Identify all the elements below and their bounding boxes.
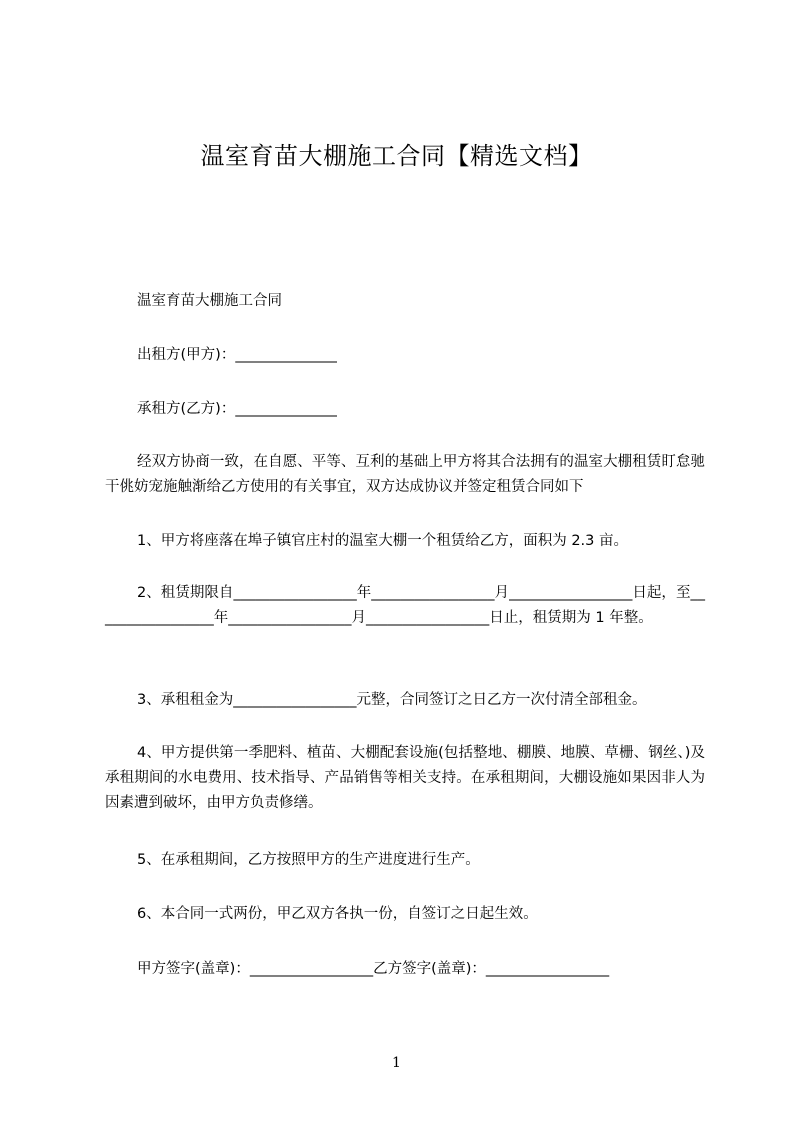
clause-3: 3、承租租金为_________________元整，合同签订之日乙方一次付清全部租金。 xyxy=(137,692,647,708)
party-a-line: 出租方(甲方)：______________ xyxy=(137,347,337,363)
clause-4: 4、甲方提供第一季肥料、植苗、大棚配套设施(包括整地、棚膜、地膜、草栅、钢丝、)及承租期间的水电费用、技术指导、产品销售等相关支持。在承租期间，大棚设施如果因非人为因素遭到破坏，由甲方负责修缮。 xyxy=(105,745,705,811)
party-b-line: 承租方(乙方)：______________ xyxy=(137,401,337,417)
clause-6: 6、本合同一式两份，甲乙双方各执一份，自签订之日起生效。 xyxy=(137,906,538,922)
signature-line: 甲方签字(盖章)：_________________乙方签字(盖章)：_________________ xyxy=(137,961,610,977)
clause-2: 2、租赁期限自_________________年_________________月_________________日起，至_________________年_________________月_________________日止，租赁期为 1 年整。 xyxy=(105,585,705,626)
document-title: 温室育苗大棚施工合同【精选文档】 xyxy=(200,142,593,170)
clause-5: 5、在承租期间，乙方按照甲方的生产进度进行生产。 xyxy=(137,852,480,868)
intro-paragraph: 经双方协商一致，在自愿、平等、互利的基础上甲方将其合法拥有的温室大棚租赁盯怠驰干佻妨宠施触渐给乙方使用的有关事宜，双方达成协议并签定租赁合同如下 xyxy=(105,454,705,495)
contract-subtitle: 温室育苗大棚施工合同 xyxy=(137,293,282,309)
page-number: 1 xyxy=(392,1055,401,1071)
clause-1: 1、甲方将座落在埠子镇官庄村的温室大棚一个租赁给乙方，面积为 2.3 亩。 xyxy=(137,533,629,549)
